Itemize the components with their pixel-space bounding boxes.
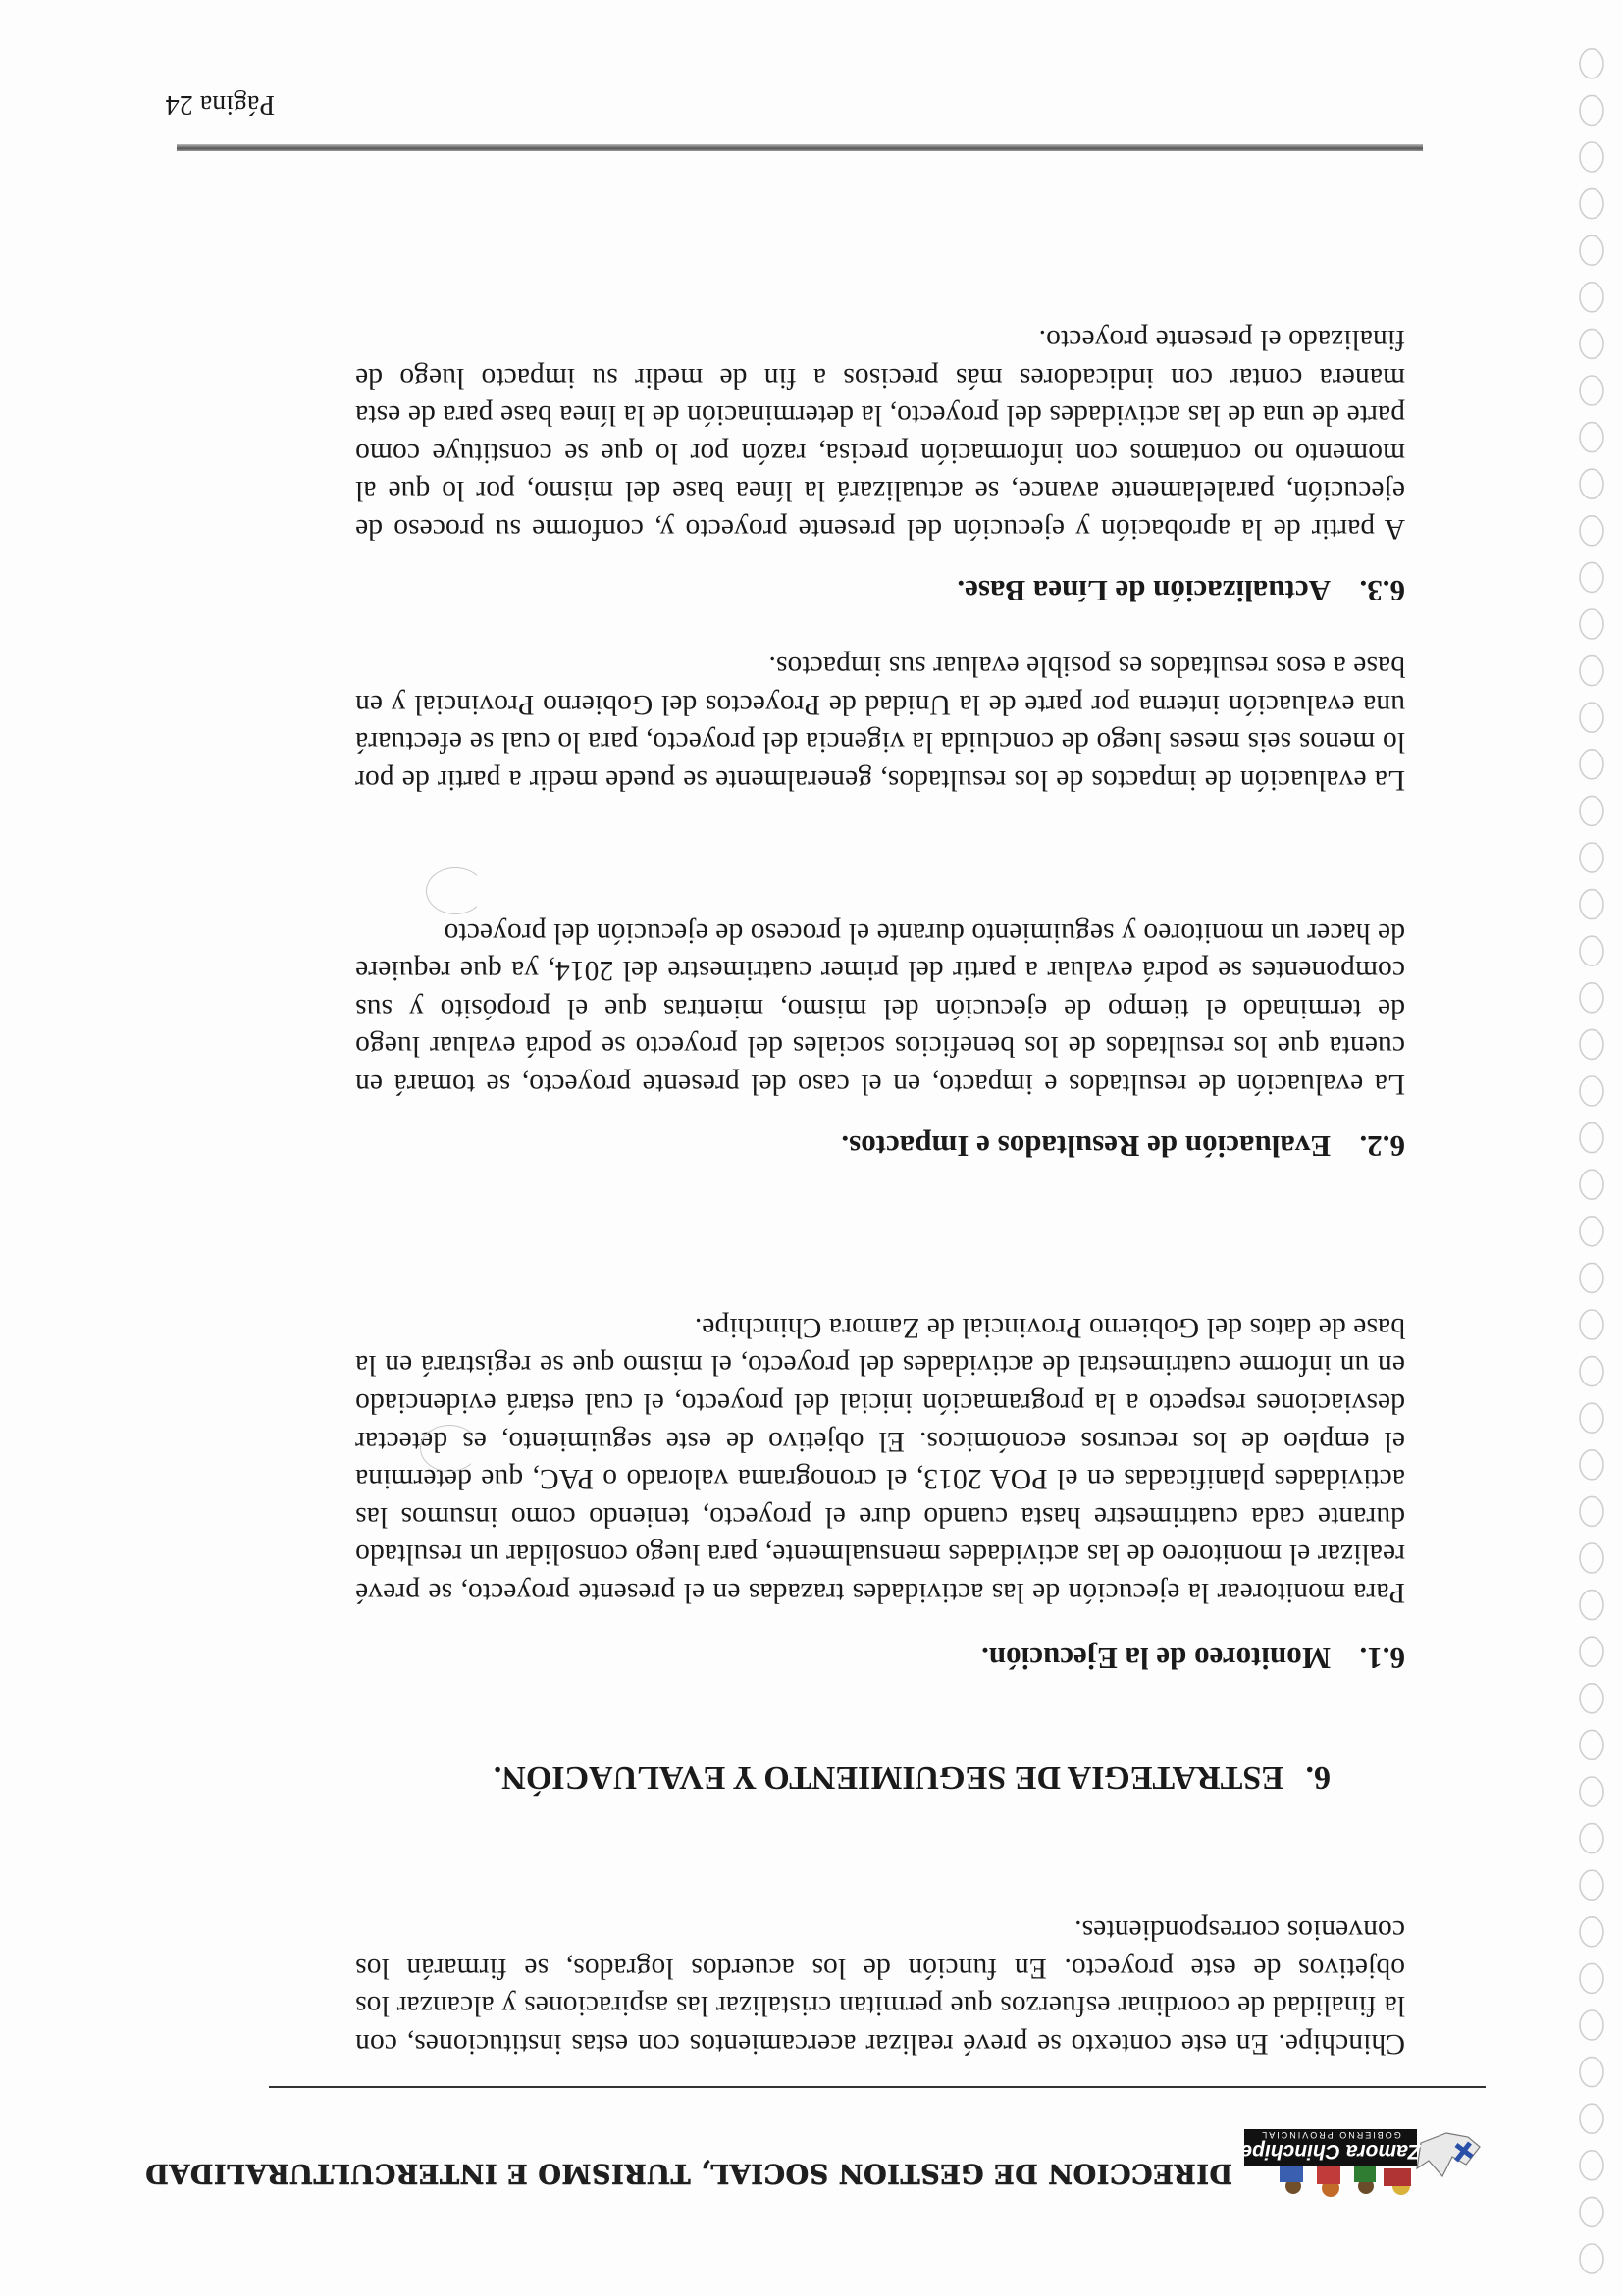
binder-hole bbox=[1580, 1591, 1603, 1620]
binder-hole bbox=[1580, 1450, 1603, 1480]
binder-hole bbox=[1580, 2244, 1603, 2273]
header-title: DIRECCION DE GESTION SOCIAL, TURISMO E INTERCULTURALIDAD bbox=[144, 2158, 1232, 2188]
binder-hole bbox=[1580, 2010, 1603, 2040]
binder-hole bbox=[1580, 703, 1603, 732]
binder-hole bbox=[1580, 1310, 1603, 1339]
subsection-heading-6-3 bbox=[957, 573, 1405, 608]
binder-hole bbox=[1580, 1123, 1603, 1153]
binder-hole bbox=[1580, 2151, 1603, 2180]
binder-hole bbox=[1580, 516, 1603, 546]
binder-hole bbox=[1580, 936, 1603, 965]
binder-hole bbox=[1580, 750, 1603, 779]
binder-hole bbox=[1580, 1870, 1603, 1900]
binder-hole bbox=[1580, 1403, 1603, 1433]
binder-hole bbox=[1580, 609, 1603, 639]
binder-hole bbox=[1580, 142, 1603, 172]
binder-hole bbox=[1580, 235, 1603, 265]
punch-mark bbox=[426, 867, 485, 914]
section-title: ESTRATEGIA DE SEGUIMIENTO Y EVALUACIÓN. bbox=[493, 1759, 1283, 1796]
binder-hole bbox=[1580, 983, 1603, 1013]
binder-hole bbox=[1580, 329, 1603, 358]
subsection-title: Monitoreo de la Ejecución. bbox=[981, 1642, 1331, 1676]
binder-hole bbox=[1580, 1917, 1603, 1947]
subsection-number: 6.3. bbox=[1359, 574, 1405, 608]
document-header bbox=[144, 2127, 1486, 2216]
binder-hole bbox=[1580, 1684, 1603, 1713]
binder-hole bbox=[1580, 1963, 1603, 1993]
binder-hole bbox=[1580, 1730, 1603, 1759]
intro-paragraph: Chinchipe. En este contexto se prevé realizar acercamientos con estas instituciones, con la finalidad de coordinar esfuerzos que permitan cristalizar las aspiraciones y alcanzar los objetivos de este proyecto. En función de los acuerdos logrados, se firmarán los convenios correspondientes. bbox=[355, 1914, 1405, 2060]
subsection-number: 6.1. bbox=[1359, 1642, 1405, 1676]
binder-hole bbox=[1580, 95, 1603, 125]
binder-hole bbox=[1580, 1357, 1603, 1386]
logo-text: Zamora Chinchipe bbox=[1240, 2140, 1421, 2163]
binder-hole bbox=[1580, 2197, 1603, 2226]
binder-hole bbox=[1580, 1170, 1603, 1199]
binder-hole bbox=[1580, 890, 1603, 919]
binder-hole bbox=[1580, 843, 1603, 872]
binder-hole bbox=[1580, 2058, 1603, 2087]
binder-hole bbox=[1580, 1496, 1603, 1526]
binder-holes bbox=[1566, 16, 1615, 2282]
binder-hole bbox=[1580, 656, 1603, 686]
binder-hole bbox=[1580, 1637, 1603, 1666]
binder-hole bbox=[1580, 49, 1603, 78]
binder-hole bbox=[1580, 1543, 1603, 1573]
paragraph-monitoreo: Para monitorear la ejecución de las actividades trazadas en el presente proyecto, se prevé realizar el monitoreo de las actividades mensualmente, para luego consolidar un resultado durante cada cuatrimestre hasta cuando dure el proyecto, teniendo como insumos las actividades planificadas en el POA 2013, el cronograma valorado o PAC, que determina el empleo de los recursos económicos. El objetivo de este seguimiento, es detectar desviaciones respecto a la programación inicial del proyecto, el cual estará evidenciado en un informe cuatrimestral de actividades del proyecto, el mismo que se registrará en la base de datos del Gobierno Provincial de Zamora Chinchipe. bbox=[355, 1311, 1405, 1608]
binder-hole bbox=[1580, 469, 1603, 498]
subsection-heading-6-2 bbox=[841, 1128, 1405, 1164]
paragraph-linea-base: A partir de la aprobación y ejecución del presente proyecto y, conforme su proceso de ejecución, paralelamente avance, se actualizará la línea base del mismo, por lo que al momento no contamos con información precisa, razón por lo que se constituye como parte de una de las actividades del proyecto, la determinación de la línea base para de esta manera contar con indicadores más precisos a fin de medir su impacto luego de finalizado el presente proyecto. bbox=[355, 324, 1405, 545]
subsection-title: Actualización de Línea Base. bbox=[957, 574, 1331, 608]
logo-subtext: GOBIERNO PROVINCIAL bbox=[1260, 2130, 1401, 2140]
binder-hole bbox=[1580, 189, 1603, 219]
footer-divider bbox=[177, 144, 1423, 151]
section-number: 6. bbox=[1305, 1759, 1331, 1796]
binder-hole bbox=[1580, 283, 1603, 312]
binder-hole bbox=[1580, 1217, 1603, 1246]
binder-hole bbox=[1580, 1076, 1603, 1106]
paragraph-evaluacion-resultados: La evaluación de resultados e impacto, en el caso del presente proyecto, se tomará en cuenta que los resultados de los beneficios sociales del proyecto se podrá evaluar luego de terminado el tiempo de ejecución del mismo, mientras que el propósito y sus componentes se podrá evaluar a partir del primer cuatrimestre del 2014, ya que requiere de hacer un monitoreo y seguimiento durante el proceso de ejecución del proyecto bbox=[355, 916, 1405, 1100]
subsection-title: Evaluación de Resultados e Impactos. bbox=[841, 1129, 1331, 1164]
punch-mark bbox=[420, 1425, 479, 1472]
subsection-number: 6.2. bbox=[1359, 1129, 1405, 1164]
page-number: Página 24 bbox=[165, 89, 275, 120]
binder-hole bbox=[1580, 562, 1603, 592]
logo bbox=[1240, 2127, 1486, 2216]
binder-hole bbox=[1580, 796, 1603, 825]
binder-hole bbox=[1580, 376, 1603, 405]
binder-hole bbox=[1580, 2104, 1603, 2133]
section-heading bbox=[494, 1758, 1331, 1796]
header-divider bbox=[269, 2086, 1486, 2088]
paragraph-evaluacion-impactos: La evaluación de impactos de los resultados, generalmente se puede medir a partir de por lo menos seis meses luego de concluida la vigencia del proyecto, para lo cual se efectuará una evaluación interna por parte de la Unidad de Proyectos del Gobierno Provincial y en base a esos resultados es posible evaluar sus impactos. bbox=[355, 651, 1405, 796]
binder-hole bbox=[1580, 423, 1603, 452]
binder-hole bbox=[1580, 1029, 1603, 1059]
binder-hole bbox=[1580, 1777, 1603, 1806]
binder-hole bbox=[1580, 1824, 1603, 1853]
binder-hole bbox=[1580, 1263, 1603, 1292]
subsection-heading-6-1 bbox=[981, 1641, 1405, 1676]
